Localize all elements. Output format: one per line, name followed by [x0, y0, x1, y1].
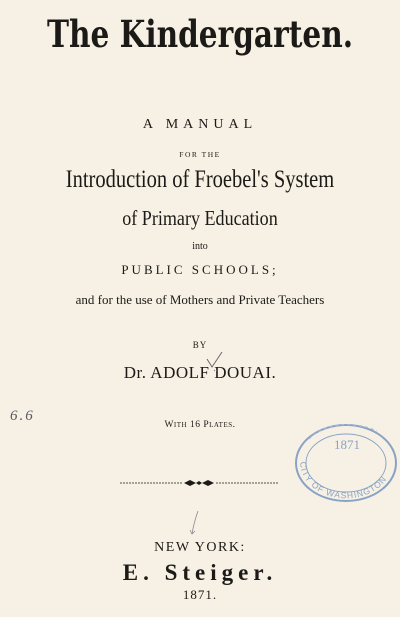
author-name: Dr. ADOLF DOUAI. — [123, 363, 277, 382]
by-label: BY — [192, 340, 208, 350]
plates-note: With 16 Plates. — [164, 420, 236, 430]
subtitle-manual: A MANUAL — [142, 117, 258, 132]
mothers-line: and for the use of Mothers and Private Teachers — [75, 292, 325, 307]
public-schools-line: PUBLIC SCHOOLS; — [121, 262, 279, 277]
pencil-mark-icon — [188, 510, 202, 536]
stamp-year: 1871 — [334, 437, 360, 452]
decorative-rule — [118, 478, 280, 488]
publication-place: NEW YORK: — [154, 540, 246, 555]
margin-pencil-note: 6.6 — [10, 408, 35, 424]
for-the-label: FOR THE — [179, 150, 221, 159]
into-label: into — [192, 241, 208, 252]
library-stamp — [287, 417, 400, 509]
pencil-check-mark-icon — [203, 350, 225, 372]
primary-line: of Primary Education — [122, 206, 278, 230]
stamp-text: CITY OF WASHINGTON — [298, 461, 389, 501]
publication-year: 1871. — [182, 587, 218, 602]
publisher-name: E. Steiger. — [122, 560, 278, 585]
book-title: The Kindergarten. — [46, 12, 354, 56]
intro-line: Introduction of Froebel's System — [65, 166, 335, 193]
